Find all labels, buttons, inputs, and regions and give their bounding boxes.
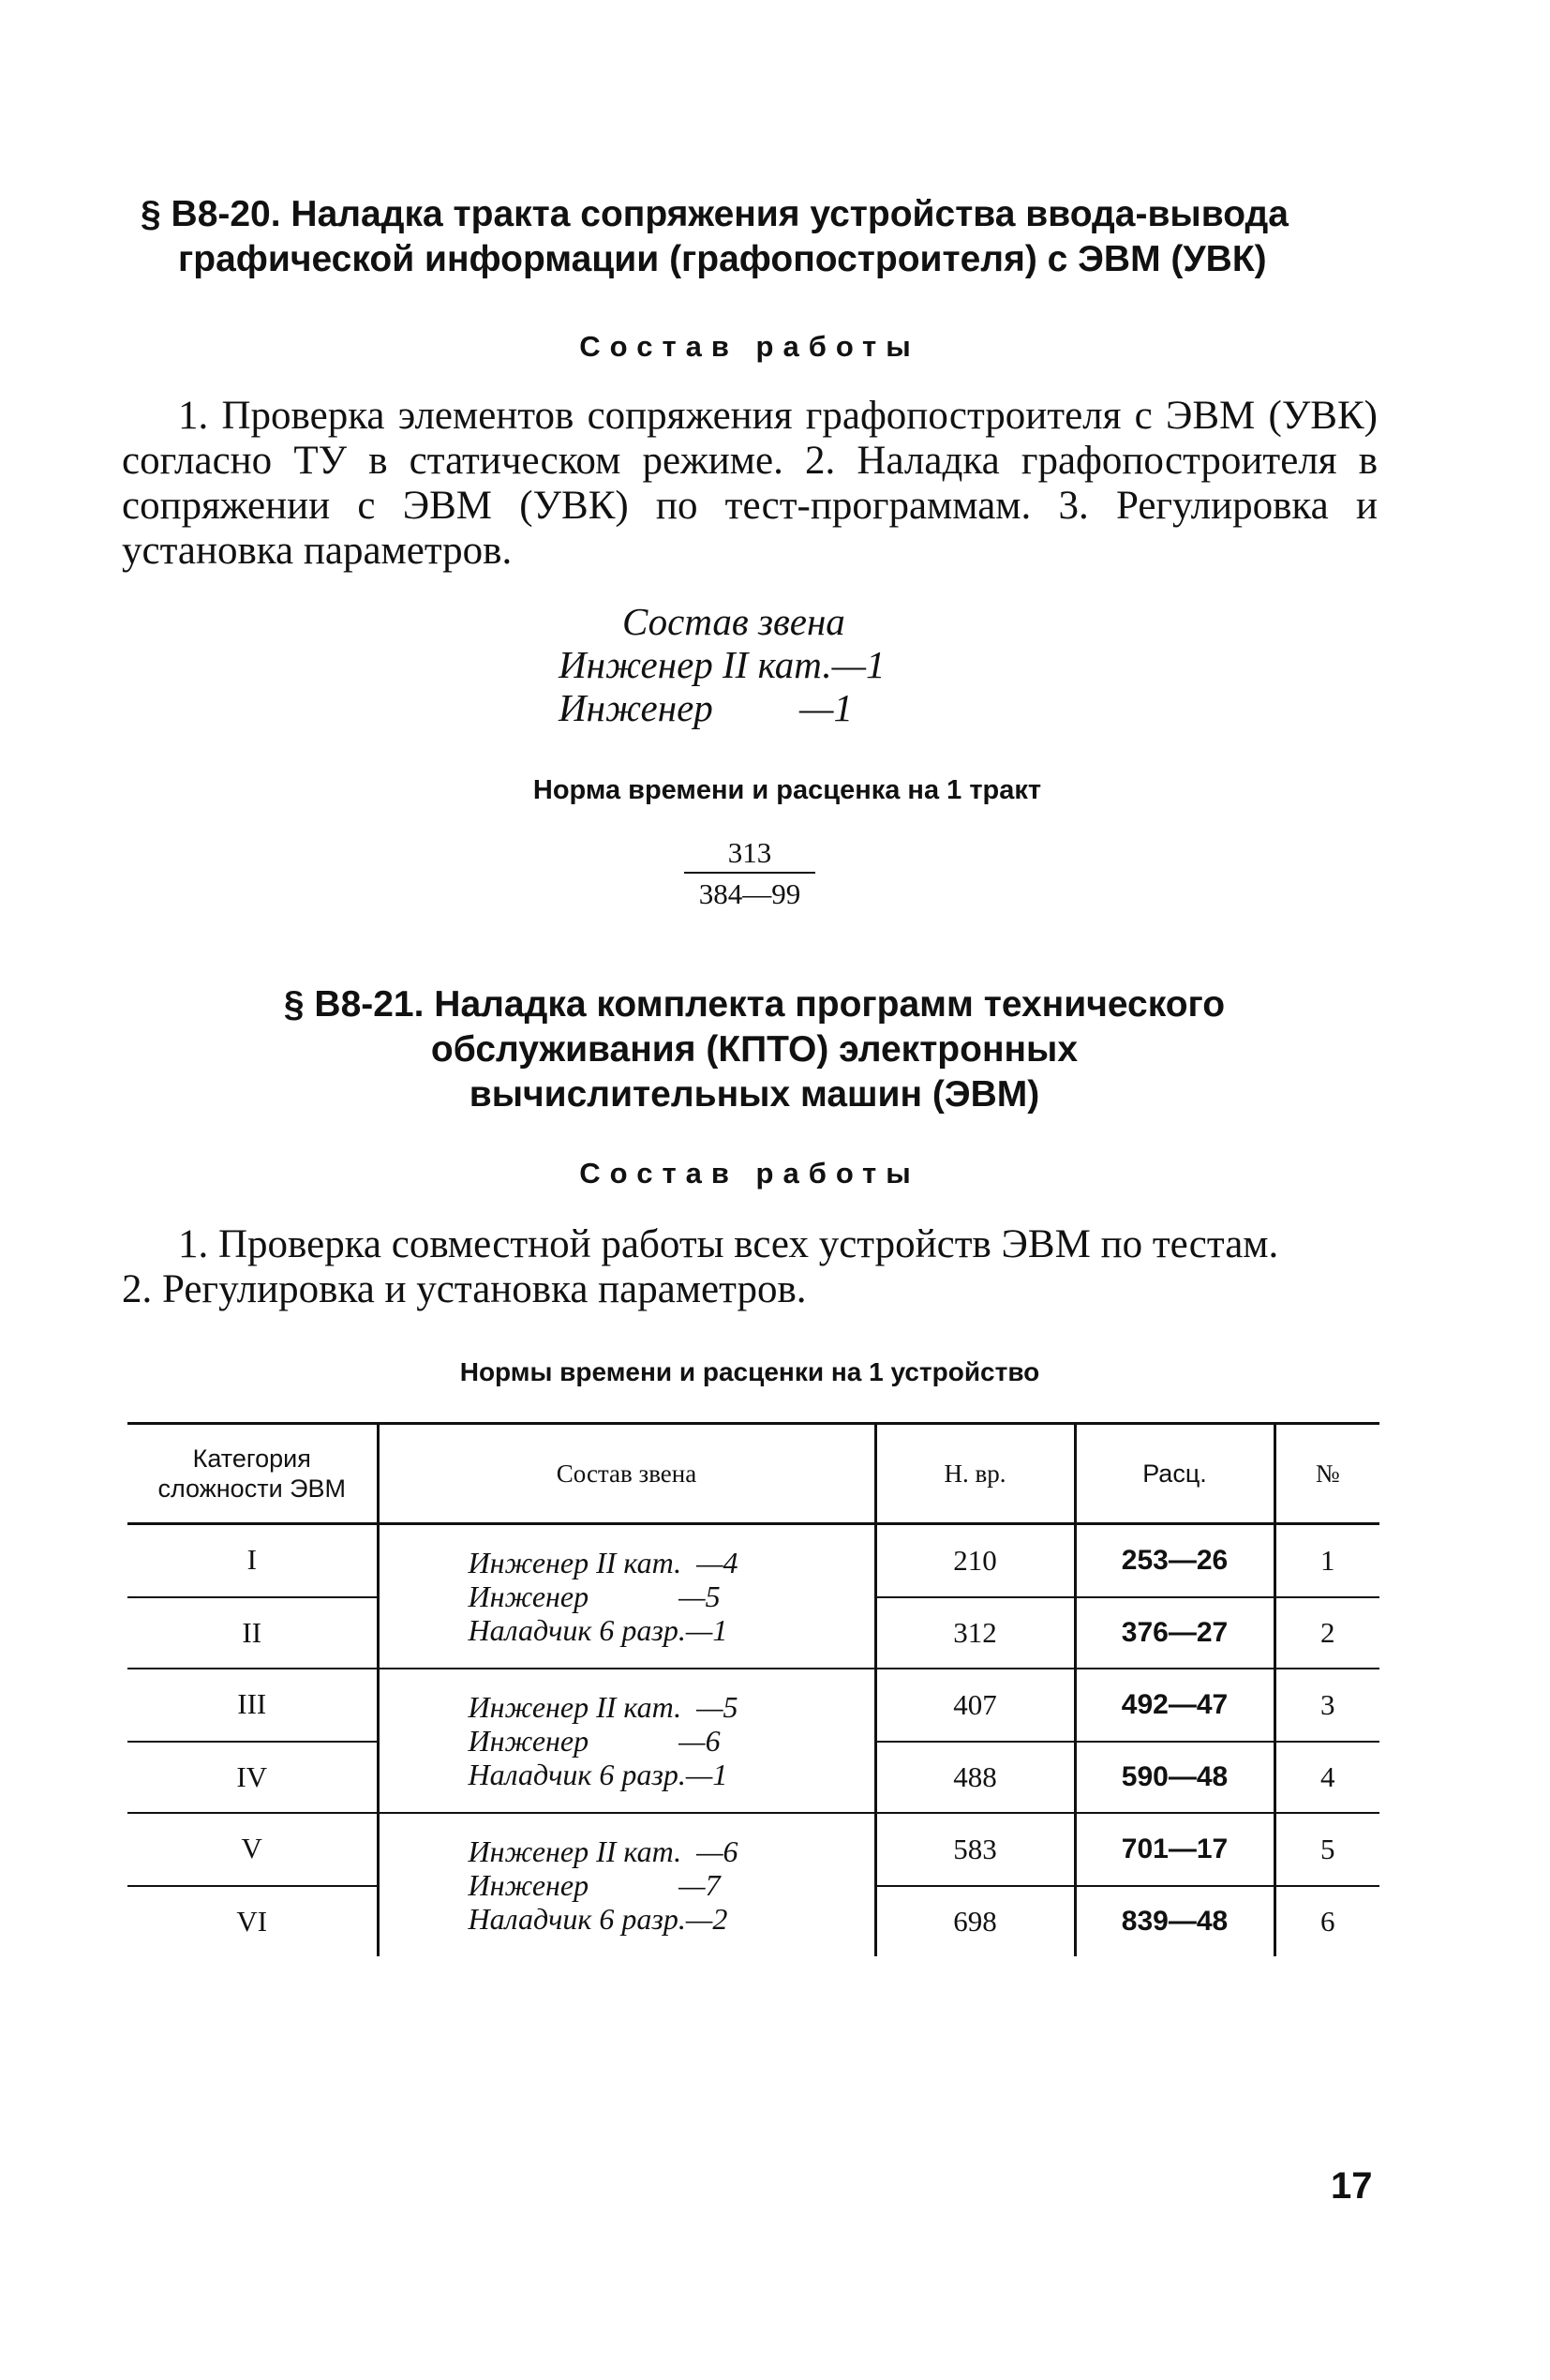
section-title bbox=[122, 192, 1378, 282]
cell-time: 583 bbox=[875, 1813, 1075, 1886]
norm-heading: Норма времени и расценка на 1 тракт bbox=[532, 775, 1042, 805]
cell-time: 210 bbox=[875, 1524, 1075, 1598]
norm-price: 384—99 bbox=[698, 877, 801, 910]
work-heading: Состав работы bbox=[579, 330, 920, 363]
cell-price: 590—48 bbox=[1075, 1742, 1274, 1813]
section-title-line: § В8-20. Наладка тракта сопряжения устройства ввода-вывода bbox=[141, 194, 1289, 234]
table-row bbox=[127, 1813, 1379, 1883]
cell-price: 492—47 bbox=[1075, 1669, 1274, 1742]
cell-crew bbox=[378, 1524, 875, 1669]
cell-category: II bbox=[127, 1597, 378, 1669]
work-heading: Состав работы bbox=[579, 1157, 920, 1190]
crew-line: Инженер II кат. —4 bbox=[468, 1546, 738, 1579]
work-description: 1. Проверка элементов сопряжения графопостроителя с ЭВМ (УВК) согласно ТУ в статическом режиме. 2. Наладка графопостроителя в сопряжении с ЭВМ (УВК) по тест-программам. 3. Регулировка и установка параметров. bbox=[122, 394, 1378, 573]
crew-line: Наладчик 6 разр.—1 bbox=[468, 1758, 728, 1791]
table-row bbox=[127, 1524, 1379, 1595]
cell-category: V bbox=[241, 1832, 262, 1864]
norm-time: 313 bbox=[684, 836, 815, 874]
crew-line: Инженер II кат.—1 bbox=[559, 643, 886, 686]
header-crew: Состав звена bbox=[378, 1424, 875, 1524]
cell-price: 701—17 bbox=[1075, 1813, 1274, 1886]
section-title-line: вычислительных машин (ЭВМ) bbox=[469, 1074, 1040, 1115]
section-b8-21 bbox=[122, 982, 1378, 1117]
work-line: 2. Регулировка и установка параметров. bbox=[122, 1267, 807, 1311]
crew-line: Инженер II кат. —5 bbox=[468, 1690, 738, 1724]
cell-category: IV bbox=[127, 1742, 378, 1813]
section-title-line: графической информации (графопостроителя) с ЭВМ (УВК) bbox=[178, 239, 1267, 279]
cell-number: 4 bbox=[1274, 1742, 1379, 1813]
crew-block bbox=[559, 600, 952, 729]
norms-table-wrapper bbox=[127, 1422, 1379, 1956]
cell-crew bbox=[378, 1813, 875, 1956]
cell-number: 6 bbox=[1274, 1886, 1379, 1956]
work-description bbox=[122, 1222, 1415, 1312]
section-b8-20 bbox=[122, 192, 1378, 282]
crew-line: Наладчик 6 разр.—1 bbox=[468, 1613, 728, 1647]
crew-line: Инженер —6 bbox=[468, 1724, 721, 1758]
cell-time: 698 bbox=[875, 1886, 1075, 1956]
cell-price: 253—26 bbox=[1075, 1524, 1274, 1598]
header-category: Категория сложности ЭВМ bbox=[127, 1424, 378, 1524]
cell-number: 1 bbox=[1274, 1524, 1379, 1598]
norm-heading: Нормы времени и расценки на 1 устройство bbox=[459, 1357, 1040, 1386]
header-number: № bbox=[1274, 1424, 1379, 1524]
table-header-row bbox=[127, 1424, 1379, 1524]
crew-line: Наладчик 6 разр.—2 bbox=[468, 1902, 728, 1936]
cell-number: 3 bbox=[1274, 1669, 1379, 1742]
norms-table bbox=[127, 1422, 1379, 1956]
section-title-line: § В8-21. Наладка комплекта программ технического bbox=[283, 984, 1226, 1025]
page-number: 17 bbox=[1331, 2165, 1373, 2207]
cell-price: 376—27 bbox=[1075, 1597, 1274, 1669]
cell-category: VI bbox=[236, 1905, 268, 1938]
section-title bbox=[122, 982, 1378, 1117]
crew-line: Инженер —7 bbox=[468, 1868, 721, 1902]
cell-time: 407 bbox=[875, 1669, 1075, 1742]
cell-category: I bbox=[246, 1543, 257, 1576]
header-time: Н. вр. bbox=[875, 1424, 1075, 1524]
section-title-line: обслуживания (КПТО) электронных bbox=[430, 1029, 1079, 1070]
crew-line: Инженер —1 bbox=[559, 686, 853, 729]
cell-crew bbox=[378, 1669, 875, 1813]
cell-number: 2 bbox=[1274, 1597, 1379, 1669]
cell-number: 5 bbox=[1274, 1813, 1379, 1886]
cell-time: 312 bbox=[875, 1597, 1075, 1669]
table-row bbox=[127, 1669, 1379, 1739]
header-price: Расц. bbox=[1075, 1424, 1274, 1524]
cell-price: 839—48 bbox=[1075, 1886, 1274, 1956]
crew-line: Инженер —5 bbox=[468, 1579, 721, 1613]
cell-time: 488 bbox=[875, 1742, 1075, 1813]
work-line: 1. Проверка совместной работы всех устройств ЭВМ по тестам. bbox=[178, 1222, 1279, 1266]
crew-line: Инженер II кат. —6 bbox=[468, 1834, 738, 1868]
crew-heading: Состав звена bbox=[622, 600, 845, 643]
norm-fraction bbox=[684, 836, 815, 911]
cell-category: III bbox=[237, 1687, 267, 1720]
